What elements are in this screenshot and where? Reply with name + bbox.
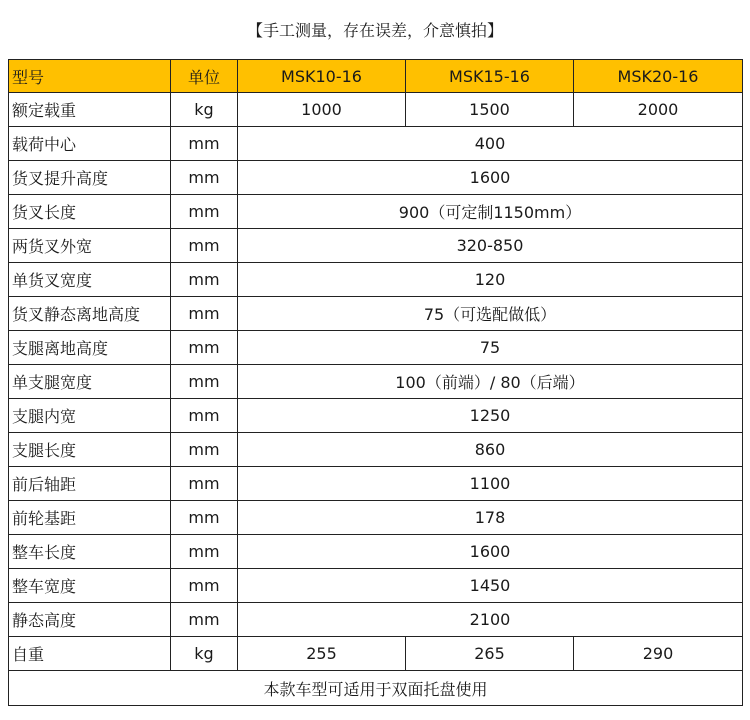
header-model: 型号 bbox=[9, 60, 171, 93]
spec-name: 载荷中心 bbox=[9, 127, 171, 161]
spec-value: 255 bbox=[238, 637, 406, 671]
table-row bbox=[9, 501, 743, 535]
spec-name: 货叉长度 bbox=[9, 195, 171, 229]
spec-name: 整车宽度 bbox=[9, 569, 171, 603]
spec-unit: mm bbox=[171, 263, 238, 297]
spec-table bbox=[8, 59, 743, 706]
spec-name: 货叉静态离地高度 bbox=[9, 297, 171, 331]
spec-name: 整车长度 bbox=[9, 535, 171, 569]
spec-value: 320-850 bbox=[238, 229, 743, 263]
spec-unit: kg bbox=[171, 637, 238, 671]
table-row bbox=[9, 433, 743, 467]
table-row bbox=[9, 569, 743, 603]
spec-unit: mm bbox=[171, 535, 238, 569]
spec-unit: mm bbox=[171, 569, 238, 603]
spec-unit: kg bbox=[171, 93, 238, 127]
table-row bbox=[9, 195, 743, 229]
header-model-1: MSK10-16 bbox=[238, 60, 406, 93]
spec-value: 75 bbox=[238, 331, 743, 365]
spec-value: 100（前端）/ 80（后端） bbox=[238, 365, 743, 399]
spec-value: 120 bbox=[238, 263, 743, 297]
spec-value: 290 bbox=[574, 637, 743, 671]
header-unit: 单位 bbox=[171, 60, 238, 93]
table-row bbox=[9, 365, 743, 399]
spec-name: 支腿长度 bbox=[9, 433, 171, 467]
spec-unit: mm bbox=[171, 501, 238, 535]
spec-value: 1450 bbox=[238, 569, 743, 603]
footer-row bbox=[9, 671, 743, 706]
header-model-2: MSK15-16 bbox=[406, 60, 574, 93]
table-row bbox=[9, 127, 743, 161]
spec-value: 1600 bbox=[238, 535, 743, 569]
spec-value: 265 bbox=[406, 637, 574, 671]
spec-name: 货叉提升高度 bbox=[9, 161, 171, 195]
spec-value: 75（可选配做低） bbox=[238, 297, 743, 331]
spec-unit: mm bbox=[171, 433, 238, 467]
spec-value: 1600 bbox=[238, 161, 743, 195]
table-row bbox=[9, 229, 743, 263]
spec-value: 1000 bbox=[238, 93, 406, 127]
table-row bbox=[9, 399, 743, 433]
spec-value: 860 bbox=[238, 433, 743, 467]
spec-unit: mm bbox=[171, 603, 238, 637]
spec-value: 2000 bbox=[574, 93, 743, 127]
spec-name: 单支腿宽度 bbox=[9, 365, 171, 399]
table-row bbox=[9, 93, 743, 127]
measurement-disclaimer: 【手工测量，存在误差，介意慎拍】 bbox=[246, 21, 503, 40]
spec-name: 前轮基距 bbox=[9, 501, 171, 535]
spec-table-body bbox=[9, 60, 743, 706]
spec-unit: mm bbox=[171, 297, 238, 331]
spec-name: 两货叉外宽 bbox=[9, 229, 171, 263]
header-row bbox=[9, 60, 743, 93]
spec-unit: mm bbox=[171, 195, 238, 229]
header-model-3: MSK20-16 bbox=[574, 60, 743, 93]
spec-unit: mm bbox=[171, 127, 238, 161]
footer-note: 本款车型可适用于双面托盘使用 bbox=[9, 671, 743, 706]
spec-value: 1100 bbox=[238, 467, 743, 501]
spec-value: 1500 bbox=[406, 93, 574, 127]
spec-unit: mm bbox=[171, 161, 238, 195]
spec-value: 1250 bbox=[238, 399, 743, 433]
table-row bbox=[9, 467, 743, 501]
spec-value: 400 bbox=[238, 127, 743, 161]
spec-unit: mm bbox=[171, 399, 238, 433]
table-row bbox=[9, 535, 743, 569]
spec-value: 2100 bbox=[238, 603, 743, 637]
spec-name: 单货叉宽度 bbox=[9, 263, 171, 297]
spec-unit: mm bbox=[171, 331, 238, 365]
table-row bbox=[9, 297, 743, 331]
spec-name: 自重 bbox=[9, 637, 171, 671]
table-row bbox=[9, 637, 743, 671]
spec-name: 静态高度 bbox=[9, 603, 171, 637]
spec-unit: mm bbox=[171, 467, 238, 501]
table-row bbox=[9, 331, 743, 365]
table-row bbox=[9, 263, 743, 297]
table-row bbox=[9, 603, 743, 637]
spec-unit: mm bbox=[171, 365, 238, 399]
spec-name: 支腿内宽 bbox=[9, 399, 171, 433]
table-row bbox=[9, 161, 743, 195]
spec-unit: mm bbox=[171, 229, 238, 263]
spec-value: 178 bbox=[238, 501, 743, 535]
spec-name: 额定载重 bbox=[9, 93, 171, 127]
spec-name: 支腿离地高度 bbox=[9, 331, 171, 365]
spec-value: 900（可定制1150mm） bbox=[238, 195, 743, 229]
spec-name: 前后轴距 bbox=[9, 467, 171, 501]
